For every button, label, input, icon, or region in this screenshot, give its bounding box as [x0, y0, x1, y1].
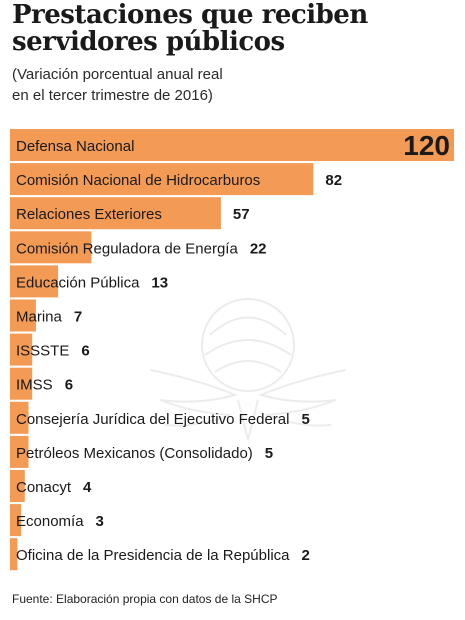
value-label-3: 22	[249, 240, 267, 258]
category-label-2: Relaciones Exteriores	[16, 206, 162, 224]
value-label-9: 5	[264, 444, 274, 462]
category-label-3: Comisión Reguladora de Energía	[16, 240, 238, 258]
value-label-11: 3	[95, 513, 104, 531]
bars	[10, 129, 454, 570]
category-label-12: Oficina de la Presidencia de la República	[16, 547, 290, 565]
value-label-4: 13	[151, 274, 169, 292]
category-label-7: IMSS	[16, 376, 53, 394]
category-label-1: Comisión Nacional de Hidrocarburos	[16, 172, 261, 190]
value-label-8: 5	[301, 410, 310, 428]
value-label-0: 120	[403, 130, 450, 161]
value-label-12: 2	[301, 547, 310, 565]
title-line-1: Prestaciones que reciben	[12, 0, 368, 30]
value-label-1: 82	[325, 172, 343, 190]
category-label-8: Consejería Jurídica del Ejecutivo Federal	[16, 410, 290, 428]
value-label-5: 7	[73, 308, 83, 326]
category-label-11: Economía	[16, 513, 84, 531]
value-label-7: 6	[64, 376, 74, 394]
value-label-6: 6	[81, 342, 90, 360]
subtitle-line-2: en el tercer trimestre de 2016)	[12, 87, 213, 104]
category-label-9: Petróleos Mexicanos (Consolidado)	[16, 444, 253, 462]
category-label-4: Educación Pública	[16, 274, 140, 292]
category-label-0: Defensa Nacional	[16, 138, 135, 155]
category-label-6: ISSSTE	[16, 342, 70, 360]
category-label-10: Conacyt	[16, 479, 72, 496]
title-line-2: servidores públicos	[12, 27, 285, 57]
category-label-5: Marina	[16, 308, 62, 326]
subtitle-line-1: (Variación porcentual anual real	[12, 66, 223, 83]
value-label-2: 57	[232, 206, 250, 224]
value-label-10: 4	[83, 479, 92, 496]
source-note: Fuente: Elaboración propia con datos de la SHCP	[12, 592, 278, 606]
